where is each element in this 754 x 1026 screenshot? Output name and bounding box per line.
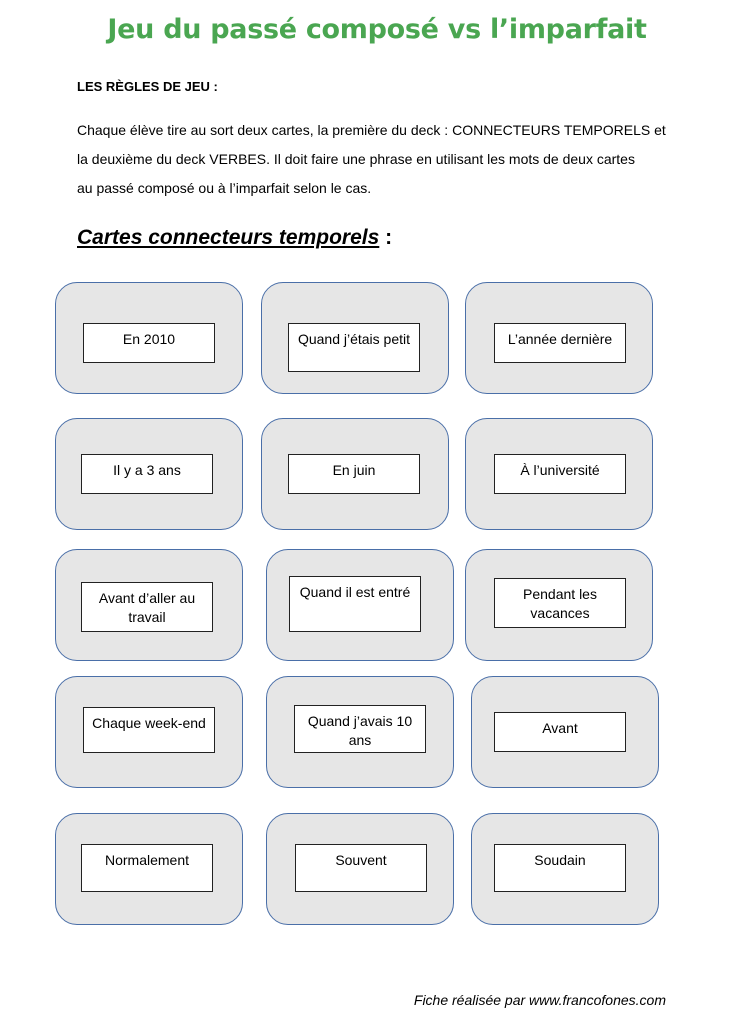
card bbox=[471, 813, 659, 925]
card-label: Il y a 3 ans bbox=[81, 454, 213, 494]
card-label: Quand j’étais petit bbox=[288, 323, 420, 372]
card-label: L’année dernière bbox=[494, 323, 626, 363]
card-label: Chaque week-end bbox=[83, 707, 215, 753]
page-title: Jeu du passé composé vs l’imparfait bbox=[107, 14, 647, 45]
card bbox=[55, 282, 243, 394]
card bbox=[266, 676, 454, 788]
card-label: Souvent bbox=[295, 844, 427, 892]
rules-line: Chaque élève tire au sort deux cartes, la première du deck : CONNECTEURS TEMPORELS et bbox=[77, 122, 666, 138]
card bbox=[471, 676, 659, 788]
card bbox=[465, 282, 653, 394]
section-heading bbox=[77, 226, 392, 250]
rules-line: au passé composé ou à l’imparfait selon le cas. bbox=[77, 180, 372, 196]
card-label: À l’université bbox=[494, 454, 626, 494]
card-label: Normalement bbox=[81, 844, 213, 892]
rules-heading: LES RÈGLES DE JEU : bbox=[77, 79, 218, 94]
card-label: Quand j’avais 10 ans bbox=[294, 705, 426, 753]
card bbox=[55, 813, 243, 925]
card bbox=[261, 282, 449, 394]
card-label: En 2010 bbox=[83, 323, 215, 363]
card-label: Avant bbox=[494, 712, 626, 752]
card-label: Quand il est entré bbox=[289, 576, 421, 632]
card bbox=[465, 418, 653, 530]
card-label: Soudain bbox=[494, 844, 626, 892]
card bbox=[266, 549, 454, 661]
card bbox=[55, 418, 243, 530]
card bbox=[266, 813, 454, 925]
card-label: Avant d’aller au travail bbox=[81, 582, 213, 632]
card-label: Pendant les vacances bbox=[494, 578, 626, 628]
section-heading-text: Cartes connecteurs temporels bbox=[77, 226, 380, 249]
card-label: En juin bbox=[288, 454, 420, 494]
card bbox=[55, 676, 243, 788]
footer-credit: Fiche réalisée par www.francofones.com bbox=[413, 992, 666, 1008]
rules-paragraph bbox=[77, 116, 677, 203]
card bbox=[465, 549, 653, 661]
card bbox=[261, 418, 449, 530]
section-heading-suffix: : bbox=[379, 226, 393, 249]
card bbox=[55, 549, 243, 661]
rules-line: la deuxième du deck VERBES. Il doit faire une phrase en utilisant les mots de deux cartes bbox=[77, 151, 635, 167]
